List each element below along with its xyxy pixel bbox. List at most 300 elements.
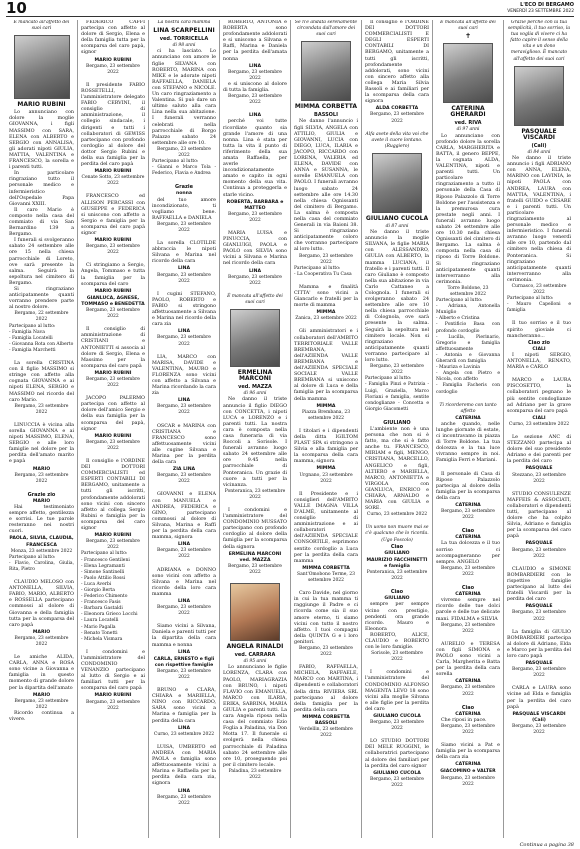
notice-text: Siamo vicini a Silvana, Daniela e parenti tutti per la dipartita della cara mamma e nonna (152, 624, 216, 648)
notice-date: Ponteranica, 23 settembre 2022 (224, 488, 286, 500)
condolence-notice (81, 263, 145, 320)
notice-signers: MAURIZIO FACCHINETTI e famiglia (366, 557, 428, 569)
obituary-caterina-gherardi (436, 20, 500, 396)
notice-text: La tua dolcezza e il tuo sorriso ci accompagneranno per sempre. ANGELO (436, 541, 500, 565)
participant: - Mauriza e Lavinia (436, 365, 480, 371)
notice-date: Bergamo, 23 settembre 2022 (512, 667, 566, 679)
column-8 (503, 20, 574, 838)
notice-signers: ROBERTA, BARBARA e MATTEO (226, 199, 284, 211)
notice-head: È mancata all'affetto dei suoi cari (440, 20, 496, 32)
notice-signers: CARLA, ERNESTO e figli con rispettive famiglie (153, 656, 215, 668)
deceased-surname-note: ved. MAZZA (238, 384, 272, 391)
notice-head: Ciao (461, 528, 475, 535)
notice-text: vivremo sempre nel ricordo delle tue dolci parole e delle tue delicate mani. FIDALMA e SILVIA (436, 598, 500, 622)
notice-signature: MIMMA (316, 466, 336, 472)
deceased-nickname: (Cali) (531, 142, 547, 149)
notice-head: Ti ricorderemo con tanto affetto (439, 402, 497, 414)
participant: - Luca Averbi (81, 581, 112, 587)
notice-text: I titolari e i dipendenti della ditta IGILTOM PLAST SPA si stringono a Silvia e alla famiglia per la scomparsa della cara mamma, signora (294, 428, 358, 465)
condolence-notice (81, 20, 145, 76)
notice-date: Bergamo, 23 settembre 2022 (157, 335, 211, 347)
notice-text: BRUNO e CLARA, CHIARA e MARIELLA, NINO con RICCARDO, SARA sono vicini a Marina e famiglia per la perdita della cara (152, 688, 216, 724)
notice-signature: MARIO RUBINI (94, 433, 132, 439)
notice-signature: CATERINA (455, 503, 481, 508)
participant: - Famiglia Marchetti (9, 347, 56, 353)
condolence-notice (152, 184, 216, 234)
notice-date: Bergamo, 23 settembre 2022 (86, 376, 140, 389)
notice-date: Urgnano, 23 settembre 2022 (299, 472, 353, 484)
notice-head: Grazie (175, 184, 193, 191)
notice-date: Bergamo, 23 settembre 2022 (512, 610, 566, 622)
notice-date: Bergamo, 23 settembre 2022 (86, 244, 140, 256)
condolence-notice (365, 525, 429, 582)
deceased-age: di 97 anni (456, 127, 480, 133)
column-3 (148, 20, 219, 838)
notice-date: Bergamo, 23 settembre 2022 (441, 723, 495, 735)
notice-signature: GIULIANO CUCOLA (373, 714, 421, 719)
notice-text: Siamo vicini a Pat e famiglia per la scomparsa della cara zia (436, 743, 500, 761)
notice-text: ADRIANA e DONNO sono vicini con affetto a Silvana e Marina nel ricordo della loro cara mamma (152, 567, 216, 597)
deceased-name: MIMMA CORBETTA (294, 103, 358, 111)
notice-date: Bergamo, 23 settembre 2022 (441, 685, 495, 697)
notice-date: Bergamo, 23 settembre 2022 (441, 775, 495, 787)
notice-date: Bergamo, 23 settembre 2022 (228, 69, 282, 81)
condolence-notice (223, 231, 287, 287)
condolence-notice (152, 355, 216, 417)
notice-text: Il personale di Casa di Riposo Palazzolo partecipa al dolore della famiglia per la scomparsa della cara (436, 471, 500, 501)
deceased-name: MARIO RUBINI (17, 101, 66, 109)
participant: - Eleonora Grieco Locchi (81, 612, 138, 618)
notice-text: Ne danno il triste annuncio i figli ADRIANO con ANNA, ELENA, MARINO con LAVINIA, le nipoti PAOLA con ANDREA, LAURA con MATTIA, VALENTINA, i fratelli GUIDO e CESARE e i parenti tutti. Un particolare ringraziamento al personale medico e infermieristico. I funerali avranno luogo venerdì alle ore 10, partendo dal cimitero nella chiesa di Ponteranica. Si ringraziano anticipatamente quanti interverranno alla cerimonia. (507, 156, 571, 283)
notice-date: Bergamo, 23 settembre 2022 (157, 668, 211, 680)
notice-head: È mancata all'affetto dei suoi cari (227, 293, 283, 305)
continued-note: Continua a pagina 38 (519, 842, 574, 848)
participant: - Antonia e Giovanna Gherardi con famiglia (436, 352, 500, 365)
notice-text: La famiglia di GIULIO BOMBARDIERI partecipa al dolore di Adriano, Elda e Marco per la perdita del loro caro papà (507, 629, 571, 659)
notice-text: CLAUDIO e SIMONE BOMBARDIERI con le rispettive famiglie partecipano al lutto dei fratelli Viscardi per la perdita del caro (507, 566, 571, 603)
condolence-notice (294, 285, 358, 323)
notice-date: Bergamo, 23 settembre 2022 (441, 565, 495, 577)
notice-date: Sant'Omobono Terme, 23 settembre 2022 (297, 571, 355, 584)
notice-text: ROBERTO, ANTONIA e ROBERTA sono profondamente addolorati e si uniscono a Silvana e Raffi, Marina e Daniela per la perdita dell'amata nonna (223, 20, 287, 62)
notice-date: Bergamo, 23 settembre 2022 (157, 473, 211, 485)
notice-text: Lo annunciano con profondo dolore la sorella CARLA, MARGHERITA e BATTA, il genero BEPPE, la cognata ALDA, VALENTINA, nipoti e parenti tutti. Un particolare ringraziamento a tutto il personale della Casa di Riposo Palazzolo di Torre Boldone per l'assistenza e la premurosa cura prestate negli anni. I funerali avranno luogo sabato 24 settembre alle ore 10.30 nella chiesa Ognissanti del cimitero di Bergamo. La salma è composta nella casa di riposo di Torre Boldone. Si ringraziano anticipatamente quanti interverranno alla cerimonia. (436, 133, 500, 285)
notice-text: LO STUDIO DOTTORI DEI MELE RUGGINI, le collaboratrici partecipano al dolore dei familiari per la perdita del caro signor (365, 739, 429, 769)
notice-text: LINUCCIA è vicina alla sorella GIOVANNA e ai nipoti MASSIMO, ELENA, SERGIO e alle loro famiglie nel dolore per la perdita dell'amato marito e papà (9, 422, 74, 465)
notice-text: Ne danno il triste annuncio la moglie SILVANA, le figlie MARIA con ALESSANDRO, GIULIA con ALBERTO, la mamma LUCIANA, il fratello e i parenti tutti. Il caro Giuliano è composto nella sua abitazione in via Carlo Cattaneo a Colognola. I funerali si svolgeranno sabato 24 settembre alle ore 10 nella chiesa parrocchiale di Colognola, ove sarà presente la salma. Seguirà la sepoltura nel cimitero locale. Non si ringraziano anticipatamente quanti vorranno partecipare al loro lutto. (365, 230, 429, 364)
notice-signature: GIULIANO (384, 550, 410, 556)
notice-head: Ciao zio (528, 339, 550, 346)
condolence-notice (81, 327, 145, 389)
condolence-notice (436, 528, 500, 578)
notice-text: GIOVANNI e ELENA con MANUELA e ANDREA, FEDERICA e GINO, partecipano commossi al dolore di Silvana, Marina e Raffi per la perdita della cara mamma, signora (152, 492, 216, 541)
participant: - Renato Tonetti (81, 630, 118, 636)
notice-date: Bergamo, 23 settembre 2022 (228, 563, 282, 575)
notice-text: L'ambiente non è una persona che non si è fatto, ma che si è fatto anche tu. FRANCESCO, MIRIAM e figli, MENGO, CRISTIANA, MARCELLO, ANGELICO e figli, ALTIERO e MARIELLA, MARCO, ANTONIETTA e VIRGOLA con GIANLUCA, ENRICO e CHIARA, ARNALDO e MARIA con GIULIA e SORE. (365, 426, 429, 512)
notice-date: Stezzano, 23 settembre 2022 (512, 472, 566, 484)
notice-text: LIA, MARCO con MARISA, DAVIDE e VALENTINA, MAURO e FLORENZA sono vicini con affetto a Silvana e Marina ricordando la cara zia (152, 354, 216, 397)
notice-signature: nonna (175, 191, 193, 197)
notice-signature: LINA (177, 598, 191, 604)
participant: - Pontificio Basa con profondo cordoglio (436, 322, 500, 334)
page-header (6, 2, 574, 17)
column-6 (361, 20, 432, 838)
deceased-age: di 98 anni (172, 43, 196, 49)
notice-date: Bergamo, 23 settembre 2022 (370, 720, 424, 732)
notice-signature: PASQUALE (525, 604, 553, 610)
obituary-columns (6, 20, 574, 848)
portrait-photo (301, 41, 351, 101)
notice-date: Bergamo, 23 settembre 2022 (157, 146, 211, 158)
notice-signature: CATERINA (455, 711, 481, 717)
participant: - Famiglia Nava (9, 329, 45, 335)
condolence-notice (507, 630, 571, 680)
notice-text: I funerali si svolgeranno sabato 24 settembre alle ore 15 nella chiesa parrocchiale di Loreto, ove sarà presente la salma. Seguirà la sepoltura nel cimitero di Bergamo. (9, 238, 74, 286)
condolence-notice (152, 624, 216, 681)
condolence-notice (507, 686, 571, 736)
notice-signature: LINA (248, 268, 262, 274)
notice-date: Cenate Sotto, 23 settembre 2022 (81, 175, 145, 187)
column-4 (219, 20, 290, 838)
condolence-notice (81, 459, 145, 643)
notice-text: Il caro Mario è composto nella casa del commiato di via San Bernardino 139 a Bergamo. (9, 207, 74, 238)
condolence-notice (223, 20, 287, 106)
condolence-notice (294, 665, 358, 739)
condolence-notice (507, 567, 571, 623)
condolence-notice (365, 670, 429, 732)
notice-head: Se n'è andata serenamente circondata dall'amore dei suoi cari (294, 20, 358, 38)
notice-text: JACOPO PALERMO partecipa con affetto al dolore dell'amico Sergio e della sua famiglia per la scomparsa del papà, signor (81, 396, 145, 432)
condolence-notice (81, 194, 145, 256)
notice-text: Si ringraziano anticipatamente quanti vorranno prendere parte al nostro dolore. (9, 287, 74, 311)
notice-date: Bergamo, 23 settembre 2022 (14, 698, 69, 710)
participants-label: Partecipano al lutto: (365, 376, 412, 382)
deceased-age: di 96 anni (243, 391, 267, 397)
condolence-notice (152, 688, 216, 738)
notice-signature: CATERINA (455, 415, 481, 421)
notice-signature: MARIO RUBINI (94, 57, 132, 63)
notice-date: Bergamo, 23 settembre 2022 (228, 274, 282, 286)
condolence-notice (436, 403, 500, 465)
notice-date: Sorisole, 23 settembre 2022 (371, 651, 423, 663)
participant: - Francesco Gentileni (81, 557, 130, 563)
notice-text: del tuo amore incondizionato, ti vogliamo bene. RAFFAELLA e DANIELA (152, 197, 216, 221)
notice-text: Mamma e finalità CITTA' sono vicini a Giancarlo e fratelli per la morte di mamma (294, 284, 358, 309)
notice-date: Bergamo, 23 settembre 2022 (157, 548, 211, 560)
notice-text: Le amiche ALIDA, CARLA, ANNA e ROSA sono vicine a Giovanna e famiglia in questo momento di grande dolore per la dipartita dell'amato (9, 655, 74, 691)
notice-text: Il Presidente e i consiglieri dell'AMBITO VALLE IMAGNA VILLA D'ALMÈ, unitamente al consiglio di amministrazione e ai collaboratori dell'AZIENDA SPECIALE CONSORTILE, esprimono sentito cordoglio a Luca per la perdita della cara mamma (294, 491, 358, 564)
notice-head: La nostra cara mamma (157, 20, 211, 25)
notice-signature: GIULIANO CUCOLA (373, 770, 421, 776)
notice-text: In particolare ringraziano tutto il personale medico e infermieristico dell'Ospedale Papa Giovanni XXIII. (9, 171, 74, 207)
deceased-name: PASQUALE VISCARDI (521, 127, 557, 141)
notice-text: Hai testimoniato sempre affetto, gentilezza e sorrisi. Le tue parole resteranno nei nostri cuori. (9, 505, 74, 535)
notice-signature: MIMMA (316, 403, 336, 409)
condolence-notice (152, 568, 216, 618)
notice-text: CARLA e LAURA sono vicine ad Elda e famiglia per la perdita del caro papà (507, 686, 571, 710)
notice-signature: LINA (248, 113, 262, 119)
notice-date: Bergamo, 23 settembre 2022 (86, 439, 140, 451)
notice-signature: PASQUALE VISCARDI (Cali) (512, 711, 566, 723)
notice-text: FEDERICO CAFFI partecipa con affetto al dolore di Sergio, Elena e della famiglia tutta per la scomparsa del caro papà, signor (81, 20, 145, 56)
notice-date: Bergamo, 23 settembre 2022 (370, 776, 424, 788)
condolence-notice (81, 650, 145, 712)
condolence-notice (152, 745, 216, 807)
condolence-notice (223, 508, 287, 576)
notice-text: Ne danno il triste annuncio il figlio DIEGO con CONCETTA, i nipoti LUCA e LORENZO e i parenti tutti. La nostra cara è composta nella casa funeraria di via Roccoli a Sorisole. I funerali avranno luogo sabato 24 settembre alle ore 9.45 nella parrocchiale di Ponteranica. Un grazie di cuore a tutti per la vicinanza. (223, 397, 287, 488)
notice-head: Alfa avete della vita voi che avete il cuore lontano. (Ruggiero) (365, 131, 429, 149)
condolence-notice (507, 492, 571, 560)
notice-signature: LINA (177, 329, 191, 335)
condolence-notice (507, 435, 571, 485)
condolence-notice (152, 424, 216, 486)
participant: - Lucilla, Pierinario, Gregorio e famiglia affettuosamente (436, 334, 500, 352)
condolence-notice (436, 743, 500, 788)
publication-date: VENERDÌ 23 SETTEMBRE 2022 (507, 9, 574, 14)
notice-date: Bergamo, 23 settembre 2022 (299, 253, 353, 265)
condolence-notice (9, 423, 74, 485)
notice-date: Piazza Brembana, 23 settembre 2022 (301, 409, 351, 421)
condolence-notice (436, 642, 500, 698)
notice-signers: PAOLA, SILVIA, CLAUDIA, FRANCESCA (9, 536, 74, 548)
notice-date: Paladina, 23 settembre 2022 (228, 768, 282, 780)
notice-date: Bergamo, 23 settembre 2022 (441, 509, 495, 521)
notice-head: Grazie zio (27, 491, 56, 498)
column-7 (432, 20, 503, 838)
notice-signature: CATERINA (455, 679, 481, 685)
participant: - Famiglia Facheris con cordoglio (436, 383, 500, 395)
notice-date: Bergamo, 23 settembre 2022 (512, 723, 566, 735)
deceased-surname-note: BASSOLI (314, 112, 338, 119)
notice-date: Bergamo, 23 settembre 2022 (512, 547, 566, 559)
notice-signature: MARIO RUBINI (94, 370, 132, 376)
notice-signature: CATERINA (455, 535, 481, 541)
column-1 (6, 20, 77, 838)
obituary-mimma-corbetta (294, 20, 358, 278)
notice-signature: MARIO (32, 466, 51, 472)
notice-signature: MIMMA CORBETTA (302, 565, 350, 571)
notice-head: Grazie perché con la tua semplicità, il tuo sorriso, la tua voglia di vivere ci ha fatto capire il senso della vita e un dono meraviglioso. È mancato all'affetto dei suoi cari (507, 20, 571, 62)
notice-date: Bergamo, 23 settembre 2022 (299, 645, 353, 658)
notice-date: Bergamo, 23 settembre 2022 (14, 472, 69, 484)
participant: - Barbara Gastaldi (81, 606, 123, 612)
condolence-notice (436, 705, 500, 736)
notice-signature: CIALI (532, 415, 546, 421)
notice-signature: PASQUALE (525, 541, 553, 547)
portrait-photo (230, 583, 280, 641)
notice-date: Bergamo, 23 settembre 2022 (157, 605, 211, 617)
deceased-age: di 84 anni (527, 149, 551, 155)
deceased-surname-note: ved. TORRICELLA (159, 36, 209, 43)
notice-head: Ciao (390, 543, 404, 550)
notice-text: Che riposi in pace. (441, 717, 487, 723)
notice-text: Le sezione ANC di STEZZANO partecipa al dolore del suo presidente Adriano e dei parenti per la perdita del caro (507, 434, 571, 465)
notice-text: Ricordo continua a vivere. (9, 710, 74, 722)
notice-signature: LINA (177, 649, 191, 655)
notice-text: Il tuo sorriso e il tuo spirito gioviale ci mancheranno... (507, 321, 571, 339)
obituary-angela-rinaldi (223, 583, 287, 781)
notice-text: LUISA, UMBERTO ed ANDREA con MARIA PAOLA e famiglia sono affettuosamente vicini a Marina e Raffaella per la perdita della cara zia, signora (152, 744, 216, 787)
condolence-notice (507, 378, 571, 428)
condolence-notice (294, 329, 358, 421)
deceased-name: LINA SCARPELLINI (153, 27, 215, 35)
notice-text: La sorella CRISTINA con il figlio MASSIMO si stringe con affetto alla cognata GIOVANNA e ai nipoti ELENA, SERGIO e MASSIMO nel ricordo del caro Mario. (9, 361, 74, 403)
notice-signature: LINA (177, 788, 191, 794)
deceased-name: GIULIANO CUCOLA (365, 214, 429, 222)
notice-date: Curno, 23 settembre 2022 (508, 421, 570, 427)
obituary-mario-rubini (9, 20, 74, 354)
notice-date: Bergamo, 23 settembre 2022 (157, 404, 211, 416)
notice-signature: CIALI (532, 346, 546, 352)
condolence-notice (365, 420, 429, 519)
notice-date: Bergamo, 22 settembre 2022 (14, 311, 69, 323)
participant: - Giovanna Rota con Alberto (9, 341, 74, 347)
notice-quote: Un uomo non muore mai se c'è qualcuno che lo ricorda. (Ugo Foscolo) (365, 525, 429, 543)
notice-text: Lo annunciano le figlie LORENZA, CLARA con PAOLO, MARIAGRAZIA con BRUNO, i nipoti FLAVIO con EMANUELA, MARCO con ILARIA, ERIKA, SABRINA, MARIA GIULIA e parenti tutti. La cara Angela riposa nella casa del commiato Ezio Foglia a Paladina, via Don Motta 17. Il funerale si svolgerà nella chiesa parrocchiale di Paladina sabato 24 settembre alle ore 10, proseguendo poi per il cimitero locale. (223, 665, 287, 768)
notice-date: Bergamo, 23 settembre 2022 (14, 403, 69, 415)
deceased-age: di 87 anni (385, 223, 409, 229)
notice-date: Torre Boldone, 23 settembre 2022 (447, 285, 489, 297)
notice-date: Ponteranica, 23 settembre 2022 (366, 570, 428, 582)
condolence-notice (365, 739, 429, 789)
notice-text: ci ha lasciato. Lo annunciano con amore le figlie SILVANA con ROBERTO, MARINA con MIKE e le adorate nipoti RAFFAELLA, DANIELA con STEFANO e NICOLE. Un caro ringraziamento a Valentina. Si può dare un ultimo saluto alla cara Lina nella sua abitazione. I funerali verranno celebrati nella parrocchiale di Borgo Palazzo sabato 24 settembre alle ore 10. (152, 49, 216, 146)
notice-signature: MARIO (32, 629, 51, 635)
notice-signature: MARIO RUBINI (94, 693, 132, 699)
notice-signature: ERMELINA MARCONI ved. MAZZA (228, 551, 282, 563)
notice-date: Bergamo, 23 settembre 2022 (86, 308, 140, 320)
notice-signature: LINA (177, 398, 191, 404)
participant: - Flavio, Carolina, Giulia, Rita, Pietro (9, 560, 74, 572)
notice-text: Ne danno l'annuncio i figli SILVIA, ANGELA con ATTILIO, GIULIA e GIOVANNI, LUCIA con DIEGO, LUCA, ILARIA e JACOPO, RICCARDO con LORENA, VALERIA ed ELENA, DAVIDE con ANNA e SUSANNA, le sorelle EMANUELA con PAOLO. I funerali avranno luogo sabato 24 settembre alle ore 14.30 nella chiesa Ognissanti del cimitero di Bergamo. La salma è composta nella casa del commiato Generali in via Baioni 38. Si ringraziano anticipatamente coloro che vorranno partecipare al loro lutto. (294, 119, 358, 253)
participant: - Famiglia Locatelli (9, 335, 53, 341)
notice-signature: LINA (177, 542, 191, 548)
notice-date: Bergamo, 23 settembre 2022 (370, 112, 424, 124)
participants-label: Partecipano al lutto: (81, 551, 128, 557)
condolence-notice (436, 585, 500, 635)
condolence-notice (294, 492, 358, 584)
portrait-photo (443, 43, 493, 103)
participant: - Laura Locatelli (81, 618, 119, 624)
notice-signature: MARIO (32, 692, 51, 698)
notice-text: Ci stringiamo a Sergio, Angela, Tommaso e tutta la famiglia per la scomparsa del caro (81, 263, 145, 287)
participant: - Simone Santinelli (81, 569, 125, 575)
notice-text: ROBERTO, ALICE, CLAUDIO e ROBERTO con le loro famiglie. (365, 632, 429, 651)
condolence-notice (9, 361, 74, 416)
deceased-surname-note: ved. CARRARA (234, 652, 276, 659)
notice-head: Ciao (390, 589, 404, 596)
condolence-notice (9, 492, 74, 573)
condolence-notice (9, 580, 74, 648)
notice-text: FABIO, RAFFAELLA, MICHELA, RAFFAELE, MARCO con MARTINA, i dipendenti e collaboratori della ditta RIVIERA SRL partecipano al dolore della famiglia per la perdita della cara (294, 665, 358, 713)
condolence-notice (223, 113, 287, 224)
obituary-lina-scarpellini (152, 20, 216, 177)
notice-date: Monza, 23 settembre 2022 (10, 548, 73, 554)
participant: - Francesco Fasis (81, 600, 121, 606)
deceased-age: di 95 anni (243, 659, 267, 665)
notice-signature: PASQUALE (525, 661, 553, 667)
participant: - Paolo Attilio Rossi (81, 575, 126, 581)
column-2 (77, 20, 148, 838)
notice-text: Gli amministratori e i collaboratori dell'AMBITO TERRITORIALE VALLE BREMBANA, dell'AZIENDA VALLE BREMBANA e dell'AZIENDA SPECIALE SOCIALE VALLE BREMBANA si uniscono al dolore di Luca e della famiglia per la scomparsa della mamma (294, 329, 359, 402)
notice-date: Curno, 23 settembre 2022 (366, 512, 428, 518)
condolence-notice (152, 292, 216, 348)
notice-head: GIULIANO (383, 419, 411, 426)
participant: - Gianni e Marco Tola - Federico, Flavia e Andrea (152, 165, 216, 177)
notice-text: Il consiglio e l'ORDINE DEI DOTTORI COMMERCIALISTI E DEGLI ESPERTI CONTABILI DI BERGAMO, unitamente a tutti gli iscritti, profondamente addolorati, sono vicini con sincero affetto alla collega Maria Silvia Bassoli e ai familiari per la scomparsa della cara signora (365, 20, 429, 105)
notice-signature: LINA (177, 266, 191, 272)
page-number: 10 (6, 0, 27, 17)
notice-text: STUDIO CONSULENZE MAFFEIS & ASSOCIATI, collaboratori e dipendenti tutti, partecipano al dolore che ha colpito Silvia, Adriano e famiglia per la scomparsa del caro papà (507, 491, 571, 540)
notice-date: Bergamo, 23 settembre 2022 (86, 699, 140, 711)
cross-icon: ✝ (465, 32, 471, 41)
participant: - Mario Pagalla (81, 624, 116, 630)
participants-label: Partecipano al lutto: (507, 296, 554, 302)
participants-label: Partecipano al lutto: (152, 159, 199, 165)
notice-signature: MARIO RUBINI (94, 169, 132, 175)
participant: - Michela Vismara (81, 636, 123, 642)
participants-label: Partecipano al lutto: (9, 323, 56, 329)
notice-text: Caro Davide, nel giorno in cui la tua mamma ti raggiunge il Padre e ci ricorda come sia il suo amore eterno, ti siamo vicini con tutto il nostro affetto. I tuoi compagni della QUINTA G e i loro genitori. (294, 591, 358, 645)
participant: - Alberto e Cristina (436, 316, 480, 322)
notice-signature: MIMMA (316, 310, 336, 316)
participants-label: Partecipano al lutto: (436, 298, 483, 304)
notice-signature: CATERINA (455, 592, 481, 598)
obituary-ermelina-marconi (223, 294, 287, 501)
obituary-pasquale-viscardi (507, 20, 571, 314)
notice-text: anche quando, nelle lunghe giornate di estate, ci incontravamo in piazza di Torre Boldone. La tua dolcezza e la tua luce vivranno sempre in noi. Famiglia Ferri e Mariani. (436, 421, 500, 464)
column-5 (290, 20, 361, 838)
notice-text: I condomini e l'amministratore del CONDOMINIO MUSSATO partecipano con profondo cordoglio al dolore della famiglia per la scomparsa della signora (223, 508, 287, 550)
condolence-notice (436, 472, 500, 522)
notice-signature: MARIO (32, 498, 51, 504)
notice-signers: GIACOMINO e VALTER (440, 769, 496, 775)
notice-text: Il consiglio di amministrazione di CRISTIANI e ANTONIETTI si associa al dolore di Sergio, Elena e Massimo per la scomparsa del caro papà (81, 327, 145, 369)
notice-date: Curno, 23 settembre 2022 (153, 731, 215, 737)
notice-text: e si uniscono al dolore di tutta la famiglia. (223, 81, 287, 94)
notice-head: È mancato all'affetto dei suoi cari (13, 20, 70, 32)
notice-signature: MARIO RUBINI (94, 288, 132, 294)
notice-signature: MARIO RUBINI (94, 533, 132, 539)
notice-date: Zanica, 23 settembre 2022 (295, 316, 357, 322)
obituary-giuliano-cucola (365, 132, 429, 413)
participants-label: Partecipano al lutto: (9, 554, 56, 560)
notice-date: Bergamo, 23 settembre 2022 (441, 622, 495, 634)
notice-signature: MIMMA CORBETTA BASSOLI (302, 714, 350, 726)
notice-date: Verdellin, 23 settembre 2022 (299, 727, 353, 739)
notice-signature: GIULIANO (384, 596, 410, 602)
portrait-photo (14, 35, 70, 99)
notice-date: Bergamo, 23 settembre 2022 (86, 63, 140, 75)
notice-text: I condomini e l'amministratore del CONDOMINIO VENANZIO partecipano al lutto di Sergio e ai familiari tutti per la scomparsa del caro papà (81, 649, 145, 692)
participants-label: Partecipano al lutto: (294, 265, 341, 271)
notice-date: Bergamo, 23 settembre 2022 (228, 94, 282, 106)
condolence-notice (365, 589, 429, 663)
notice-text: FRANCESCO ed ALLISON PERCASSI con GIUSEPPE e FEDERICA si uniscono con affetto a Sergio e famiglia per la scomparsa del caro papà signor (81, 194, 145, 236)
condolence-notice (152, 241, 216, 285)
participant: - Elena Legramanti (81, 563, 125, 569)
condolence-notice (365, 20, 429, 125)
notice-signature: CATERINA (455, 762, 481, 768)
notice-head: Ciao (461, 585, 475, 592)
participant: - Adriana, Antonella Muniglio (436, 304, 500, 316)
notice-text: Il consiglio e l'ORDINE DEI DOTTORI COMMERCIALISTI ed ESPERTI CONTABILI DI BERGAMO, unitamente a tutti gli iscritti, profondamente addolorati sono vicini con sincero affetto al collega Sergio Rubini e famiglia per la scomparsa del caro signor (81, 459, 145, 532)
condolence-notice (507, 321, 571, 371)
notice-text: OSCAR e MARINA con CRISTIANA e FRANCESCO sono affettuosamente vicini alle cugine Silvana e Marina per la perdita della cara (152, 423, 216, 466)
notice-date: Bergamo, 23 settembre 2022 (157, 221, 211, 233)
notice-text: Il presidente FABIO ROSSETELLI, l'amministratore delegato FABIO CERVINI, il consiglio di amministrazione, il collegio sindacale, i dirigenti e tutti i collaboratori di GEWISS partecipano con profondo cordoglio al dolore del dottor Sergio Rubini e della sua famiglia per la perdita del caro papà (81, 82, 145, 168)
notice-text: perché voi tutte ricordiate quanto sia grande l'amore di una nonna. Lina è stata per tutta la vita il punto di riferimento della sua amata Raffaella, per averle incondizionatamente amato e capito in ogni momento della sua vita. Continua a proteggerla e starle vicino. (223, 119, 287, 198)
notice-signature: MARIO RUBINI (94, 238, 132, 244)
